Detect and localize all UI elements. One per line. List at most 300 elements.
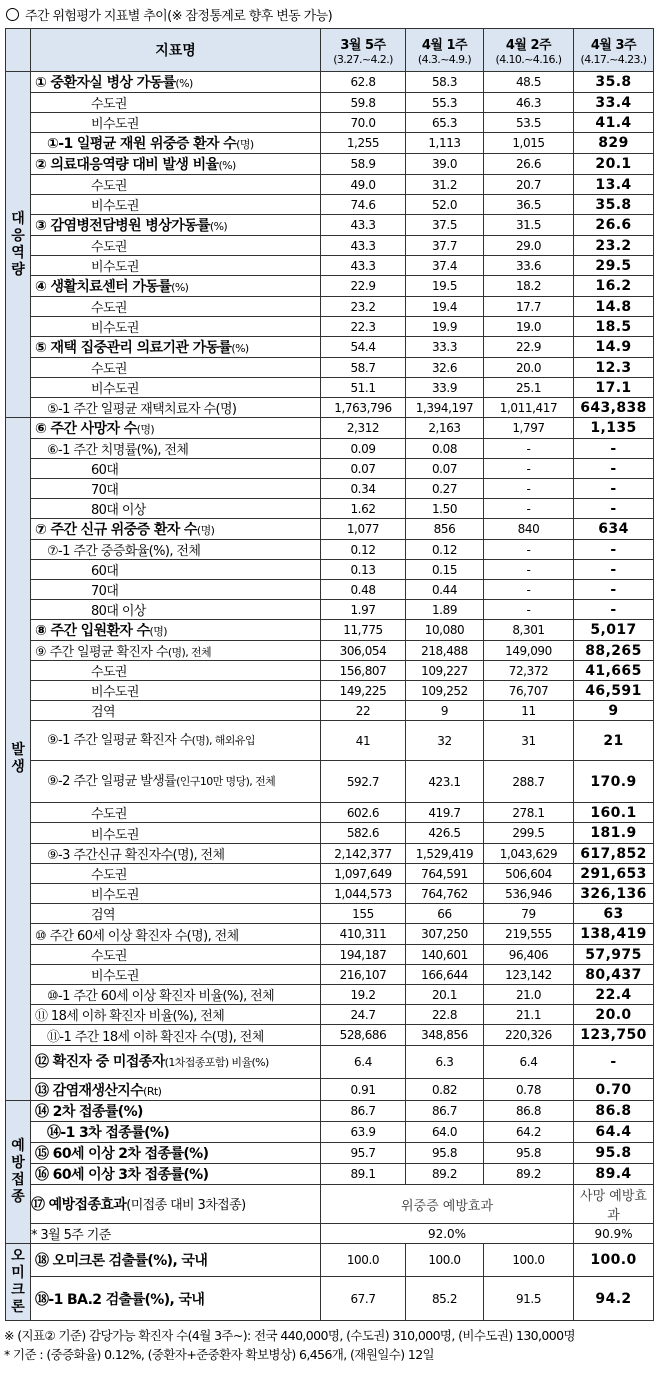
cell-value: 58.9: [321, 154, 406, 175]
footnotes: [4, 1326, 656, 1364]
cell-value: 18.2: [484, 276, 574, 297]
cell-value: 94.2: [574, 1277, 654, 1321]
cell-value: 16.2: [574, 276, 654, 297]
cell-value: 88,265: [574, 641, 654, 661]
table-row: [6, 580, 654, 600]
infection-effect-header: 위중증 예방효과: [321, 1185, 574, 1224]
table-header-row: [6, 29, 654, 72]
cell-value: 0.91: [321, 1079, 406, 1101]
cell-value: 592.7: [321, 761, 406, 803]
risk-indicator-table: [5, 28, 654, 1321]
cell-value: 170.9: [574, 761, 654, 803]
metric-label: 수도권: [31, 297, 321, 317]
table-row: [6, 236, 654, 256]
cell-value: 1.50: [406, 499, 484, 519]
cell-value: 63.9: [321, 1122, 406, 1143]
metric-label: 80대 이상: [31, 600, 321, 620]
metric-label: 비수도권: [31, 317, 321, 337]
cell-value: 89.4: [574, 1164, 654, 1185]
section-label-response: 대 응 역 량: [6, 72, 31, 418]
cell-value: 41.4: [574, 113, 654, 133]
cell-value: 306,054: [321, 641, 406, 661]
table-row: [6, 661, 654, 681]
cell-value: 156,807: [321, 661, 406, 681]
cell-value: -: [574, 479, 654, 499]
cell-value: 86.8: [574, 1101, 654, 1122]
cell-value: 0.12: [406, 540, 484, 560]
cell-value: 288.7: [484, 761, 574, 803]
cell-value: 528,686: [321, 1025, 406, 1046]
section-label-prevention: 예 방 접 종: [6, 1101, 31, 1244]
cell-value: 95.8: [574, 1143, 654, 1164]
cell-value: 0.13: [321, 560, 406, 580]
cell-value: 21: [574, 721, 654, 761]
metric-label: ⑥-1 주간 치명률(%), 전체: [31, 439, 321, 459]
cell-value: 19.2: [321, 985, 406, 1005]
table-row: [6, 1101, 654, 1122]
cell-value: 20.1: [574, 154, 654, 175]
cell-value: 21.0: [484, 985, 574, 1005]
cell-value: 20.7: [484, 175, 574, 195]
cell-value: 67.7: [321, 1277, 406, 1321]
week-header: 4월 1주 (4.3.~4.9.): [406, 29, 484, 72]
metric-label: ⑮ 60세 이상 2차 접종률(%): [31, 1143, 321, 1164]
cell-value: 0.07: [406, 459, 484, 479]
table-row: [6, 358, 654, 378]
cell-value: 32: [406, 721, 484, 761]
cell-value: 9: [406, 701, 484, 721]
cell-value: 20.1: [406, 985, 484, 1005]
footnote: ※ (지표② 기준) 감당가능 확진자 수(4월 3주~): 전국 440,000명, (수도권) 310,000명, (비수도권) 130,000명: [4, 1328, 575, 1343]
cell-value: 1,529,419: [406, 844, 484, 864]
vaccine-effect-label: ⑰ 예방접종효과(미접종 대비 3차접종): [31, 1185, 321, 1224]
cell-value: 299.5: [484, 823, 574, 844]
table-row: [6, 1277, 654, 1321]
metric-label: ⑭-1 3차 접종률(%): [31, 1122, 321, 1143]
cell-value: 0.34: [321, 479, 406, 499]
cell-value: 1,077: [321, 519, 406, 540]
table-row: [6, 864, 654, 884]
table-row: [6, 844, 654, 864]
cell-value: 1,011,417: [484, 398, 574, 418]
cell-value: 48.5: [484, 72, 574, 93]
metric-label: ⑦-1 주간 중증화율(%), 전체: [31, 540, 321, 560]
cell-value: 100.0: [406, 1244, 484, 1277]
cell-value: 62.8: [321, 72, 406, 93]
cell-value: 76,707: [484, 681, 574, 701]
table-row: [6, 337, 654, 358]
table-row: [6, 317, 654, 337]
cell-value: 43.3: [321, 215, 406, 236]
table-row: [6, 560, 654, 580]
table-row: [6, 1164, 654, 1185]
metric-label: ⑥ 주간 사망자 수(명): [31, 418, 321, 439]
cell-value: 19.5: [406, 276, 484, 297]
metric-label: 80대 이상: [31, 499, 321, 519]
metric-label: 수도권: [31, 175, 321, 195]
metric-label: ⑱ 오미크론 검출률(%), 국내: [31, 1244, 321, 1277]
metric-label: ⑦ 주간 신규 위중증 환자 수(명): [31, 519, 321, 540]
cell-value: 220,326: [484, 1025, 574, 1046]
cell-value: 348,856: [406, 1025, 484, 1046]
cell-value: 219,555: [484, 924, 574, 945]
cell-value: 410,311: [321, 924, 406, 945]
cell-value: 96,406: [484, 945, 574, 965]
cell-value: 0.09: [321, 439, 406, 459]
cell-value: -: [574, 459, 654, 479]
metric-label: ⑨ 주간 일평균 확진자 수(명), 전체: [31, 641, 321, 661]
table-row: [6, 761, 654, 803]
vaccine-effect-row: [6, 1185, 654, 1224]
cell-value: 22: [321, 701, 406, 721]
cell-value: 0.07: [321, 459, 406, 479]
cell-value: 31.5: [484, 215, 574, 236]
metric-label: ⑨-3 주간신규 확진자수(명), 전체: [31, 844, 321, 864]
cell-value: 64.0: [406, 1122, 484, 1143]
table-row: [6, 378, 654, 398]
table-row: [6, 884, 654, 904]
metric-header: 지표명: [31, 29, 321, 72]
cell-value: 31.2: [406, 175, 484, 195]
cell-value: 829: [574, 133, 654, 154]
metric-label: ⑤ 재택 집중관리 의료기관 가동률(%): [31, 337, 321, 358]
cell-value: 20.0: [484, 358, 574, 378]
cell-value: 41: [321, 721, 406, 761]
cell-value: 26.6: [574, 215, 654, 236]
cell-value: 0.12: [321, 540, 406, 560]
cell-value: 602.6: [321, 803, 406, 823]
metric-label: ①-1 일평균 재원 위중증 환자 수(명): [31, 133, 321, 154]
cell-value: 840: [484, 519, 574, 540]
cell-value: 166,644: [406, 965, 484, 985]
cell-value: 12.3: [574, 358, 654, 378]
table-row: [6, 439, 654, 459]
metric-label: ⑭ 2차 접종률(%): [31, 1101, 321, 1122]
table-row: [6, 641, 654, 661]
cell-value: 13.4: [574, 175, 654, 195]
metric-label: 수도권: [31, 945, 321, 965]
metric-label: ② 의료대응역량 대비 발생 비율(%): [31, 154, 321, 175]
cell-value: 64.4: [574, 1122, 654, 1143]
cell-value: 37.4: [406, 256, 484, 276]
metric-label: 수도권: [31, 864, 321, 884]
metric-label: 수도권: [31, 803, 321, 823]
cell-value: 32.6: [406, 358, 484, 378]
cell-value: 149,225: [321, 681, 406, 701]
cell-value: 2,312: [321, 418, 406, 439]
cell-value: 49.0: [321, 175, 406, 195]
cell-value: 57,975: [574, 945, 654, 965]
cell-value: 29.5: [574, 256, 654, 276]
cell-value: 0.44: [406, 580, 484, 600]
cell-value: 155: [321, 904, 406, 924]
cell-value: 856: [406, 519, 484, 540]
cell-value: 0.08: [406, 439, 484, 459]
table-row: [6, 965, 654, 985]
cell-value: 52.0: [406, 195, 484, 215]
cell-value: 70.0: [321, 113, 406, 133]
metric-label: 검역: [31, 904, 321, 924]
cell-value: 6.4: [321, 1046, 406, 1079]
cell-value: 46,591: [574, 681, 654, 701]
cell-value: 419.7: [406, 803, 484, 823]
cell-value: 85.2: [406, 1277, 484, 1321]
cell-value: 123,750: [574, 1025, 654, 1046]
table-row: [6, 499, 654, 519]
cell-value: 20.0: [574, 1005, 654, 1025]
section-label-omicron: 오 미 크 론: [6, 1244, 31, 1321]
cell-value: 10,080: [406, 620, 484, 641]
cell-value: 123,142: [484, 965, 574, 985]
cell-value: 64.2: [484, 1122, 574, 1143]
metric-label: 비수도권: [31, 823, 321, 844]
cell-value: 33.9: [406, 378, 484, 398]
cell-value: 86.8: [484, 1101, 574, 1122]
cell-value: 21.1: [484, 1005, 574, 1025]
cell-value: 58.7: [321, 358, 406, 378]
cell-value: 55.3: [406, 93, 484, 113]
cell-value: 181.9: [574, 823, 654, 844]
cell-value: 1,015: [484, 133, 574, 154]
circle-bullet-icon: [6, 8, 19, 21]
cell-value: 22.9: [484, 337, 574, 358]
table-row: [6, 297, 654, 317]
cell-value: 2,163: [406, 418, 484, 439]
cell-value: 54.4: [321, 337, 406, 358]
cell-value: 109,227: [406, 661, 484, 681]
table-row: [6, 479, 654, 499]
cell-value: 0.82: [406, 1079, 484, 1101]
footnote: * 기준 : (중증화율) 0.12%, (중환자+준중환자 확보병상) 6,456개, (재원일수) 12일: [4, 1347, 435, 1362]
cell-value: 35.8: [574, 195, 654, 215]
cell-value: 95.8: [406, 1143, 484, 1164]
table-row: [6, 1244, 654, 1277]
metric-label: 60대: [31, 560, 321, 580]
table-row: [6, 985, 654, 1005]
cell-value: 46.3: [484, 93, 574, 113]
cell-value: 25.1: [484, 378, 574, 398]
table-row: [6, 195, 654, 215]
table-row: [6, 540, 654, 560]
cell-value: 74.6: [321, 195, 406, 215]
metric-label: ⑱-1 BA.2 검출률(%), 국내: [31, 1277, 321, 1321]
cell-value: 100.0: [321, 1244, 406, 1277]
cell-value: 11,775: [321, 620, 406, 641]
cell-value: 0.15: [406, 560, 484, 580]
cell-value: 11: [484, 701, 574, 721]
cell-value: -: [484, 560, 574, 580]
metric-label: ⑪ 18세 이하 확진자 비율(%), 전체: [31, 1005, 321, 1025]
page-title: 주간 위험평가 지표별 추이(※ 잠정통계로 향후 변동 가능): [6, 4, 332, 30]
table-row: [6, 175, 654, 195]
cell-value: 1,113: [406, 133, 484, 154]
cell-value: 9: [574, 701, 654, 721]
cell-value: 39.0: [406, 154, 484, 175]
metric-label: 수도권: [31, 93, 321, 113]
cell-value: 19.9: [406, 317, 484, 337]
cell-value: 8,301: [484, 620, 574, 641]
cell-value: -: [484, 580, 574, 600]
metric-label: ⑯ 60세 이상 3차 접종률(%): [31, 1164, 321, 1185]
death-effect-header: 사망 예방효과: [574, 1185, 654, 1224]
table-row: [6, 398, 654, 418]
metric-label: ⑪-1 주간 18세 이하 확진자 수(명), 전체: [31, 1025, 321, 1046]
table-row: [6, 1046, 654, 1079]
cell-value: 0.27: [406, 479, 484, 499]
cell-value: 17.1: [574, 378, 654, 398]
table-row: [6, 620, 654, 641]
cell-value: 43.3: [321, 236, 406, 256]
metric-label: 비수도권: [31, 681, 321, 701]
cell-value: 307,250: [406, 924, 484, 945]
cell-value: -: [574, 439, 654, 459]
cell-value: 22.8: [406, 1005, 484, 1025]
cell-value: 2,142,377: [321, 844, 406, 864]
metric-label: 검역: [31, 701, 321, 721]
cell-value: 536,946: [484, 884, 574, 904]
cell-value: 66: [406, 904, 484, 924]
cell-value: 6.4: [484, 1046, 574, 1079]
cell-value: -: [484, 499, 574, 519]
cell-value: 65.3: [406, 113, 484, 133]
cell-value: 1,394,197: [406, 398, 484, 418]
metric-label: 비수도권: [31, 195, 321, 215]
cell-value: 140,601: [406, 945, 484, 965]
metric-label: 수도권: [31, 236, 321, 256]
cell-value: 63: [574, 904, 654, 924]
cell-value: 89.2: [406, 1164, 484, 1185]
cell-value: 764,762: [406, 884, 484, 904]
cell-value: -: [574, 560, 654, 580]
cell-value: 18.5: [574, 317, 654, 337]
table-row: [6, 600, 654, 620]
table-row: [6, 215, 654, 236]
cell-value: 634: [574, 519, 654, 540]
metric-label: 비수도권: [31, 256, 321, 276]
cell-value: 22.4: [574, 985, 654, 1005]
cell-value: 1,044,573: [321, 884, 406, 904]
metric-label: 60대: [31, 459, 321, 479]
cell-value: 91.5: [484, 1277, 574, 1321]
cell-value: 5,017: [574, 620, 654, 641]
cell-value: 0.48: [321, 580, 406, 600]
cell-value: 1,255: [321, 133, 406, 154]
cell-value: 0.78: [484, 1079, 574, 1101]
cell-value: 80,437: [574, 965, 654, 985]
cell-value: 37.5: [406, 215, 484, 236]
cell-value: 33.3: [406, 337, 484, 358]
table-row: [6, 1143, 654, 1164]
cell-value: 72,372: [484, 661, 574, 681]
cell-value: 278.1: [484, 803, 574, 823]
cell-value: 1.62: [321, 499, 406, 519]
cell-value: -: [574, 580, 654, 600]
table-row: [6, 418, 654, 439]
metric-label: ⑫ 확진자 중 미접종자(1차접종포함) 비율(%): [31, 1046, 321, 1079]
table-row: [6, 113, 654, 133]
cell-value: -: [484, 459, 574, 479]
table-row: [6, 1025, 654, 1046]
metric-label: 비수도권: [31, 965, 321, 985]
table-row: [6, 1005, 654, 1025]
cell-value: -: [574, 540, 654, 560]
cell-value: 100.0: [484, 1244, 574, 1277]
cell-value: 29.0: [484, 236, 574, 256]
cell-value: 423.1: [406, 761, 484, 803]
cell-value: 426.5: [406, 823, 484, 844]
cell-value: 617,852: [574, 844, 654, 864]
cell-value: 0.70: [574, 1079, 654, 1101]
section-label-occurrence: 발 생: [6, 418, 31, 1101]
vaccine-effect-basis: * 3월 5주 기준: [31, 1224, 321, 1244]
cell-value: 33.4: [574, 93, 654, 113]
week-header: 4월 2주 (4.10.~4.16.): [484, 29, 574, 72]
cell-value: 109,252: [406, 681, 484, 701]
cell-value: 138,419: [574, 924, 654, 945]
table-row: [6, 701, 654, 721]
table-row: [6, 256, 654, 276]
cell-value: 291,653: [574, 864, 654, 884]
cell-value: -: [484, 540, 574, 560]
cell-value: 24.7: [321, 1005, 406, 1025]
cell-value: 35.8: [574, 72, 654, 93]
metric-label: ⑩ 주간 60세 이상 확진자 수(명), 전체: [31, 924, 321, 945]
cell-value: 326,136: [574, 884, 654, 904]
table-row: [6, 1079, 654, 1101]
cell-value: 218,488: [406, 641, 484, 661]
cell-value: 86.7: [406, 1101, 484, 1122]
cell-value: 1,043,629: [484, 844, 574, 864]
table-row: [6, 681, 654, 701]
week-header: 3월 5주 (3.27.~4.2.): [321, 29, 406, 72]
cell-value: 86.7: [321, 1101, 406, 1122]
cell-value: 51.1: [321, 378, 406, 398]
cell-value: 53.5: [484, 113, 574, 133]
cell-value: 582.6: [321, 823, 406, 844]
cell-value: 149,090: [484, 641, 574, 661]
table-row: [6, 93, 654, 113]
cell-value: 1.97: [321, 600, 406, 620]
metric-label: ⑬ 감염재생산지수(Rt): [31, 1079, 321, 1101]
cell-value: 22.3: [321, 317, 406, 337]
cell-value: 1.89: [406, 600, 484, 620]
metric-label: 수도권: [31, 358, 321, 378]
metric-label: ⑤-1 주간 일평균 재택치료자 수(명): [31, 398, 321, 418]
cell-value: 100.0: [574, 1244, 654, 1277]
cell-value: -: [574, 499, 654, 519]
cell-value: 764,591: [406, 864, 484, 884]
table-row: [6, 519, 654, 540]
cell-value: -: [574, 1046, 654, 1079]
table-row: [6, 803, 654, 823]
metric-label: ① 중환자실 병상 가동률(%): [31, 72, 321, 93]
cell-value: 23.2: [321, 297, 406, 317]
metric-label: ④ 생활치료센터 가동률(%): [31, 276, 321, 297]
table-row: [6, 276, 654, 297]
cell-value: 26.6: [484, 154, 574, 175]
table-row: [6, 904, 654, 924]
cell-value: 17.7: [484, 297, 574, 317]
table-row: [6, 721, 654, 761]
table-row: [6, 154, 654, 175]
cell-value: 43.3: [321, 256, 406, 276]
cell-value: 31: [484, 721, 574, 761]
cell-value: 194,187: [321, 945, 406, 965]
cell-value: 1,135: [574, 418, 654, 439]
cell-value: 506,604: [484, 864, 574, 884]
metric-label: 비수도권: [31, 884, 321, 904]
cell-value: 6.3: [406, 1046, 484, 1079]
